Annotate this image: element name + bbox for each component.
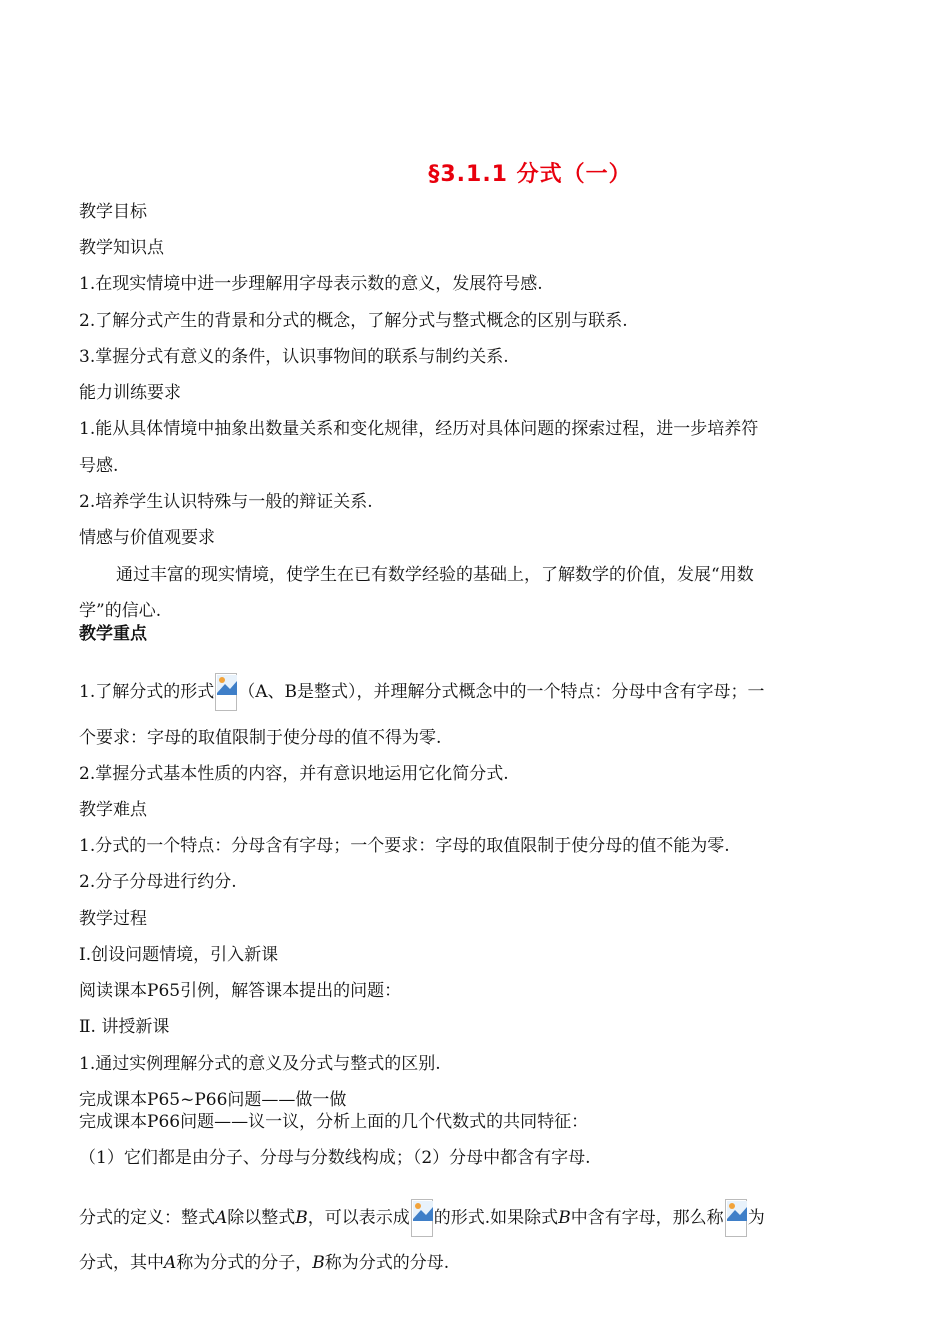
text-run: 称为分式的分子， xyxy=(176,1253,313,1273)
variable-a: A xyxy=(164,1253,177,1273)
heading-ability-requirements: 能力训练要求 xyxy=(79,383,181,403)
paragraph-fraction-form xyxy=(79,673,765,711)
paragraph: 2.培养学生认识特殊与一般的辩证关系. xyxy=(79,492,373,512)
paragraph: 1.能从具体情境中抽象出数量关系和变化规律，经历对具体问题的探索过程，进一步培养符 xyxy=(79,419,759,439)
variable-a: A xyxy=(215,1208,228,1228)
text-run: 的形式.如果除式 xyxy=(433,1208,559,1228)
fraction-image-icon xyxy=(215,673,237,711)
fraction-image-icon xyxy=(725,1199,747,1237)
paragraph: 号感. xyxy=(79,456,119,476)
document-title: §3.1.1 分式（一） xyxy=(428,162,632,187)
paragraph-fraction-definition-cont xyxy=(79,1252,449,1274)
paragraph: 2.分子分母进行约分. xyxy=(79,872,237,892)
paragraph: 2.了解分式产生的背景和分式的概念，了解分式与整式概念的区别与联系. xyxy=(79,311,628,331)
paragraph: 阅读课本P65引例，解答课本提出的问题： xyxy=(79,981,402,1001)
variable-b: B xyxy=(312,1253,325,1273)
heading-key-points: 教学重点 xyxy=(79,624,147,644)
paragraph: 个要求：字母的取值限制于使分母的值不得为零. xyxy=(79,728,442,748)
text-run: 称为分式的分母. xyxy=(324,1253,450,1273)
variable-b: B xyxy=(295,1208,308,1228)
section-heading-1: Ⅰ.创设问题情境，引入新课 xyxy=(79,945,279,965)
text-run: 除以整式 xyxy=(227,1208,296,1228)
paragraph-fraction-definition xyxy=(79,1199,765,1237)
paragraph: 3.掌握分式有意义的条件，认识事物间的联系与制约关系. xyxy=(79,347,509,367)
text-run: 中含有字母，那么称 xyxy=(570,1208,724,1228)
paragraph: 完成课本P65~P66问题——做一做 xyxy=(79,1090,347,1110)
paragraph: 1.通过实例理解分式的意义及分式与整式的区别. xyxy=(79,1054,441,1074)
text-run: 分式的定义：整式 xyxy=(79,1208,215,1228)
text-run: ，可以表示成 xyxy=(307,1208,410,1228)
paragraph: 1.分式的一个特点：分母含有字母；一个要求：字母的取值限制于使分母的值不能为零. xyxy=(79,836,730,856)
paragraph: （1）它们都是由分子、分母与分数线构成；（2）分母中都含有字母. xyxy=(79,1148,591,1168)
heading-teaching-goals: 教学目标 xyxy=(79,202,147,222)
heading-teaching-process: 教学过程 xyxy=(79,909,147,929)
heading-emotion-values: 情感与价值观要求 xyxy=(79,528,215,548)
text-run: 为 xyxy=(747,1208,765,1228)
text-run: （A、B是整式），并理解分式概念中的一个特点：分母中含有字母；一 xyxy=(238,682,765,702)
fraction-image-icon xyxy=(411,1199,433,1237)
paragraph: 通过丰富的现实情境，使学生在已有数学经验的基础上，了解数学的价值，发展“用数 xyxy=(116,565,754,585)
paragraph: 1.在现实情境中进一步理解用字母表示数的意义，发展符号感. xyxy=(79,274,543,294)
variable-b: B xyxy=(558,1208,571,1228)
heading-difficult-points: 教学难点 xyxy=(79,800,147,820)
paragraph: 2.掌握分式基本性质的内容，并有意识地运用它化简分式. xyxy=(79,764,509,784)
section-heading-2: Ⅱ. 讲授新课 xyxy=(79,1017,170,1037)
text-run: 分式，其中 xyxy=(79,1253,164,1273)
paragraph: 完成课本P66问题——议一议，分析上面的几个代数式的共同特征： xyxy=(79,1112,589,1132)
text-run: 1.了解分式的形式 xyxy=(79,682,215,702)
paragraph: 学”的信心. xyxy=(79,601,162,621)
heading-knowledge-points: 教学知识点 xyxy=(79,238,164,258)
